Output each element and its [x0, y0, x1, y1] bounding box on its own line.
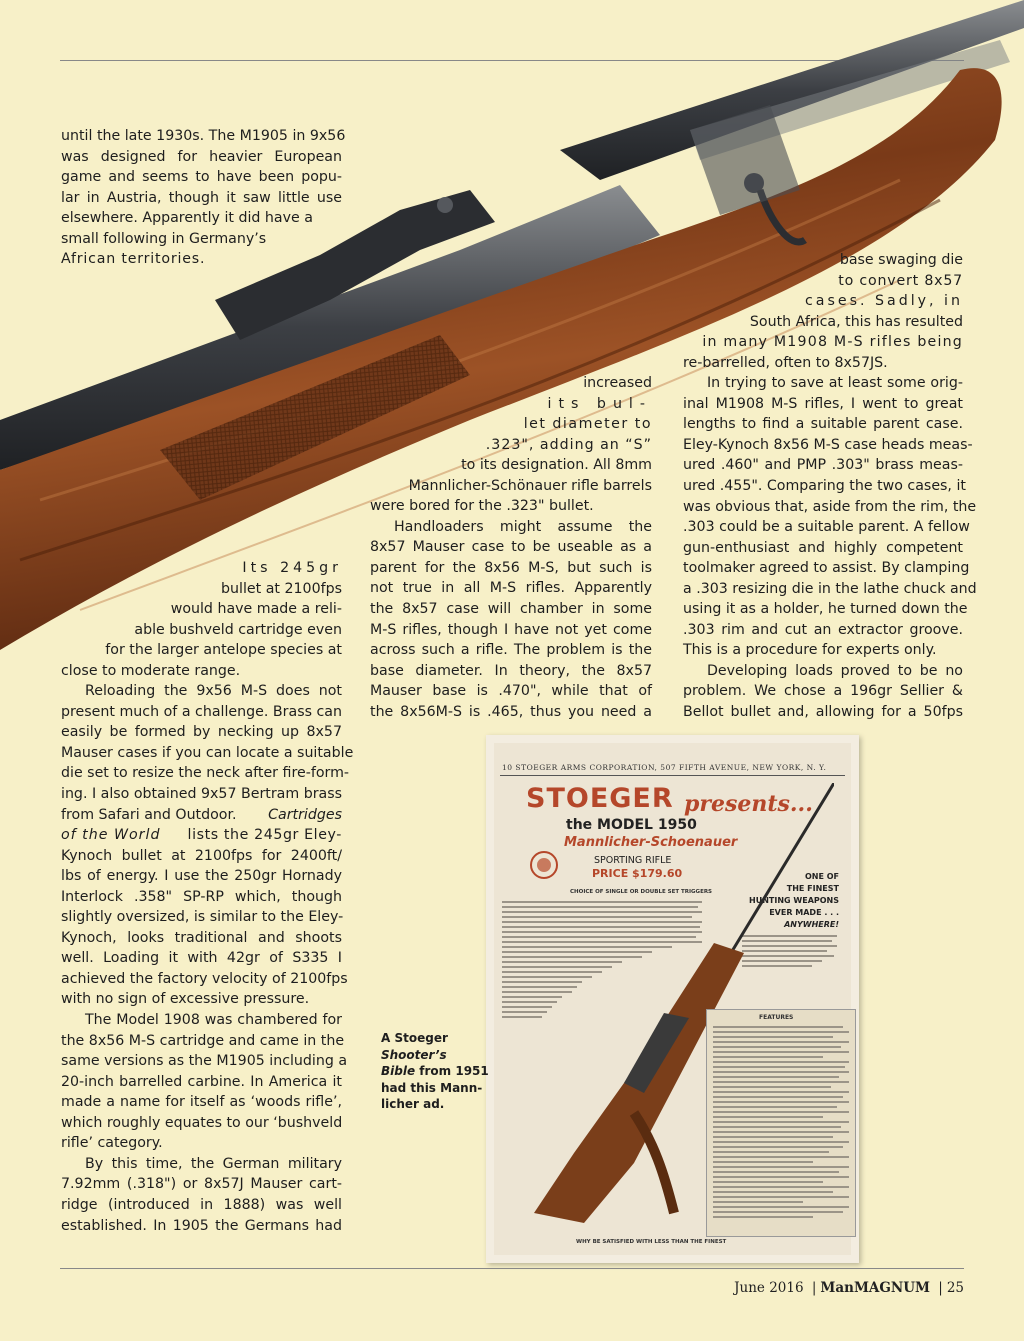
text-line: same versions as the M1905 including a: [61, 1053, 348, 1070]
ad-features-box: [706, 1009, 856, 1237]
text-line: cases. Sadly, in: [804, 293, 963, 310]
text-line: inal M1908 M-S rifles, I went to great: [683, 395, 963, 412]
ad-price: PRICE $179.60: [592, 867, 683, 880]
text-line: to convert 8x57: [838, 272, 963, 289]
text-line: Eley-Kynoch 8x56 M-S case heads meas-: [683, 436, 973, 453]
text-line: Reloading the 9x56 M-S does not: [85, 683, 342, 700]
text-line: gun-enthusiast and highly competent: [683, 539, 963, 556]
text-line: using it as a holder, he turned down the: [683, 601, 968, 618]
text-line: parent for the 8x56 M-S, but such is: [370, 559, 652, 576]
text-line: achieved the factory velocity of 2100fps: [61, 970, 348, 987]
caption-line: had this Mann-: [381, 1080, 483, 1095]
text-line: [61, 825, 342, 846]
ad-choice: CHOICE OF SINGLE OR DOUBLE SET TRIGGERS: [570, 889, 713, 895]
text-line: let diameter to: [523, 416, 652, 433]
text-line: the 8x56 M-S cartridge and came in the: [61, 1032, 345, 1049]
magazine-name-magnum: MAGNUM: [853, 1280, 930, 1296]
text-line: game and seems to have been popu-: [61, 169, 342, 186]
text-line: 7.92mm (.318") or 8x57J Mauser cart-: [61, 1176, 342, 1193]
text-line: Developing loads proved to be no: [707, 662, 963, 679]
ad-tagline-line: THE FINEST: [786, 884, 839, 893]
text-run: lists the 245gr Eley-: [187, 827, 342, 844]
ad-brand: STOEGER: [526, 783, 674, 814]
text-line: ing. I also obtained 9x57 Bertram brass: [61, 786, 343, 803]
text-line: base diameter. In theory, the 8x57: [370, 662, 652, 679]
text-line: re-barrelled, often to 8x57JS.: [683, 354, 888, 371]
text-line: die set to resize the neck after fire-form-: [61, 765, 350, 782]
page-footer: [734, 1280, 964, 1296]
text-line: with no sign of excessive pressure.: [61, 991, 310, 1008]
text-line: its bul-: [547, 395, 652, 412]
image-caption: [381, 1030, 489, 1113]
text-line: not true in all M-S rifles. Apparently: [370, 580, 652, 597]
text-line: made a name for itself as ‘woods rifle’,: [61, 1094, 342, 1111]
text-line: the 8x56M-S is .465, thus you need a: [370, 703, 652, 720]
text-line: present much of a challenge. Brass can: [61, 703, 342, 720]
text-line: .303 could be a suitable parent. A fellow: [683, 519, 970, 536]
text-line: rifle’ category.: [61, 1135, 163, 1152]
text-line: Mauser base is .470", while that of: [370, 683, 652, 700]
text-line: Mannlicher-Schönauer rifle barrels: [408, 477, 652, 494]
text-line: 8x57 Mauser case to be useable as a: [370, 539, 652, 556]
text-line: established. In 1905 the Germans had: [61, 1217, 342, 1234]
text-line: lengths to find a suitable parent case.: [683, 416, 963, 433]
text-line: across such a rifle. The problem is the: [370, 642, 652, 659]
book-title: Cartridges: [268, 806, 342, 823]
text-line: 20-inch barrelled carbine. In America it: [61, 1073, 342, 1090]
column-1-bottom: [61, 558, 354, 1236]
ad-tagline-line: EVER MADE . . .: [769, 908, 839, 917]
text-line: toolmaker agreed to assist. By clamping: [683, 560, 970, 577]
text-line: The Model 1908 was chambered for: [85, 1012, 342, 1029]
text-line: ured .460" and PMP .303" brass meas-: [683, 457, 963, 474]
text-line: Kynoch bullet at 2100fps for 2400ft/: [61, 847, 342, 864]
text-line: ridge (introduced in 1888) was well: [61, 1196, 342, 1213]
text-line: was designed for heavier European: [61, 148, 342, 165]
text-line: South Africa, this has resulted: [749, 313, 963, 330]
text-line: By this time, the German military: [85, 1155, 342, 1172]
text-line: a .303 resizing die in the lathe chuck and: [683, 580, 977, 597]
text-line: ured .455". Comparing the two cases, it: [683, 478, 966, 495]
text-line: African territories.: [61, 251, 206, 268]
text-line: well. Loading it with 42gr of S335 I: [61, 950, 342, 967]
text-line: .303 rim and cut an extractor groove.: [683, 621, 963, 638]
text-line: Interlock .358" SP-RP which, though: [61, 888, 342, 905]
text-line: increased: [583, 375, 652, 391]
text-line: Its 245gr: [242, 560, 342, 576]
text-line: the 8x57 case will chamber in some: [370, 601, 652, 618]
ad-tagline-line: ONE OF: [804, 872, 839, 881]
text-line: problem. We chose a 196gr Sellier &: [683, 683, 963, 700]
caption-line: [381, 1047, 473, 1064]
text-line: until the late 1930s. The M1905 in 9x56: [61, 128, 346, 144]
column-1-top: [61, 126, 346, 270]
text-line: for the larger antelope species at: [105, 642, 342, 659]
ad-header: 10 STOEGER ARMS CORPORATION, 507 FIFTH AVENUE, NEW YORK, N. Y.: [502, 763, 827, 772]
ad-presents: presents...: [684, 791, 813, 817]
text-line: to its designation. All 8mm: [461, 457, 652, 474]
text-line: In trying to save at least some orig-: [707, 375, 963, 392]
caption-text: from 1951: [419, 1064, 489, 1078]
text-line: Mauser cases if you can locate a suitable: [61, 744, 354, 761]
column-3: [683, 250, 977, 723]
text-run: from Safari and Outdoor.: [61, 806, 237, 823]
ad-tagline-line: ANYWHERE!: [784, 920, 839, 929]
caption-line: licher ad.: [381, 1097, 445, 1111]
ad-mannlicher: Mannlicher-Schoenauer: [564, 835, 738, 850]
caption-line: A Stoeger: [381, 1031, 448, 1045]
column-2: [370, 373, 652, 722]
footer-separator: |: [938, 1280, 943, 1296]
text-line: in many M1908 M-S rifles being: [702, 334, 963, 351]
text-line: M-S rifles, though I have not yet come: [370, 621, 652, 638]
text-line: base swaging die: [839, 252, 963, 268]
text-line: lbs of energy. I use the 250gr Hornady: [61, 868, 342, 885]
text-line: [61, 805, 342, 826]
text-line: bullet at 2100fps: [221, 580, 342, 597]
book-title: of the World: [61, 827, 161, 844]
text-line: This is a procedure for experts only.: [683, 642, 937, 659]
text-line: elsewhere. Apparently it did have a: [61, 210, 313, 227]
caption-line: [381, 1063, 489, 1080]
footer-separator: |: [811, 1280, 817, 1296]
caption-italic: Bible: [381, 1064, 416, 1078]
ad-sporting: SPORTING RIFLE: [594, 855, 672, 866]
text-line: able bushveld cartridge even: [134, 621, 342, 638]
ad-bottom-line: WHY BE SATISFIED WITH LESS THAN THE FINEST: [576, 1239, 727, 1245]
text-line: were bored for the .323" bullet.: [370, 498, 594, 515]
stoeger-ad-image: [486, 735, 859, 1263]
text-line: small following in Germany’s: [61, 230, 267, 247]
ad-features-title: FEATURES: [759, 1014, 794, 1021]
text-line: .323", adding an “S”: [485, 436, 652, 453]
ad-header-rule: [500, 775, 845, 776]
text-line: slightly oversized, is similar to the Eley-: [61, 909, 344, 926]
page-number: 25: [946, 1280, 964, 1296]
text-line: close to moderate range.: [61, 662, 241, 679]
ad-tagline-line: HUNTING WEAPONS: [749, 896, 839, 905]
text-line: easily be formed by necking up 8x57: [61, 724, 342, 741]
magazine-name-man: Man: [820, 1280, 854, 1296]
text-line: Kynoch, looks traditional and shoots: [61, 929, 342, 946]
bottom-rule: [60, 1268, 964, 1269]
caption-italic: Shooter’s: [381, 1047, 447, 1062]
text-line: lar in Austria, though it saw little use: [61, 189, 342, 206]
ad-paper: [494, 743, 851, 1255]
text-line: Bellot bullet and, allowing for a 50fps: [683, 704, 963, 721]
text-line: was obvious that, aside from the rim, the: [683, 498, 977, 515]
ad-model: the MODEL 1950: [566, 817, 697, 833]
text-line: would have made a reli-: [170, 601, 342, 618]
issue-date: June 2016: [734, 1280, 804, 1296]
text-line: which roughly equates to our ‘bushveld: [61, 1114, 343, 1131]
text-line: Handloaders might assume the: [394, 518, 652, 535]
ad-features-list: [713, 1026, 849, 1221]
